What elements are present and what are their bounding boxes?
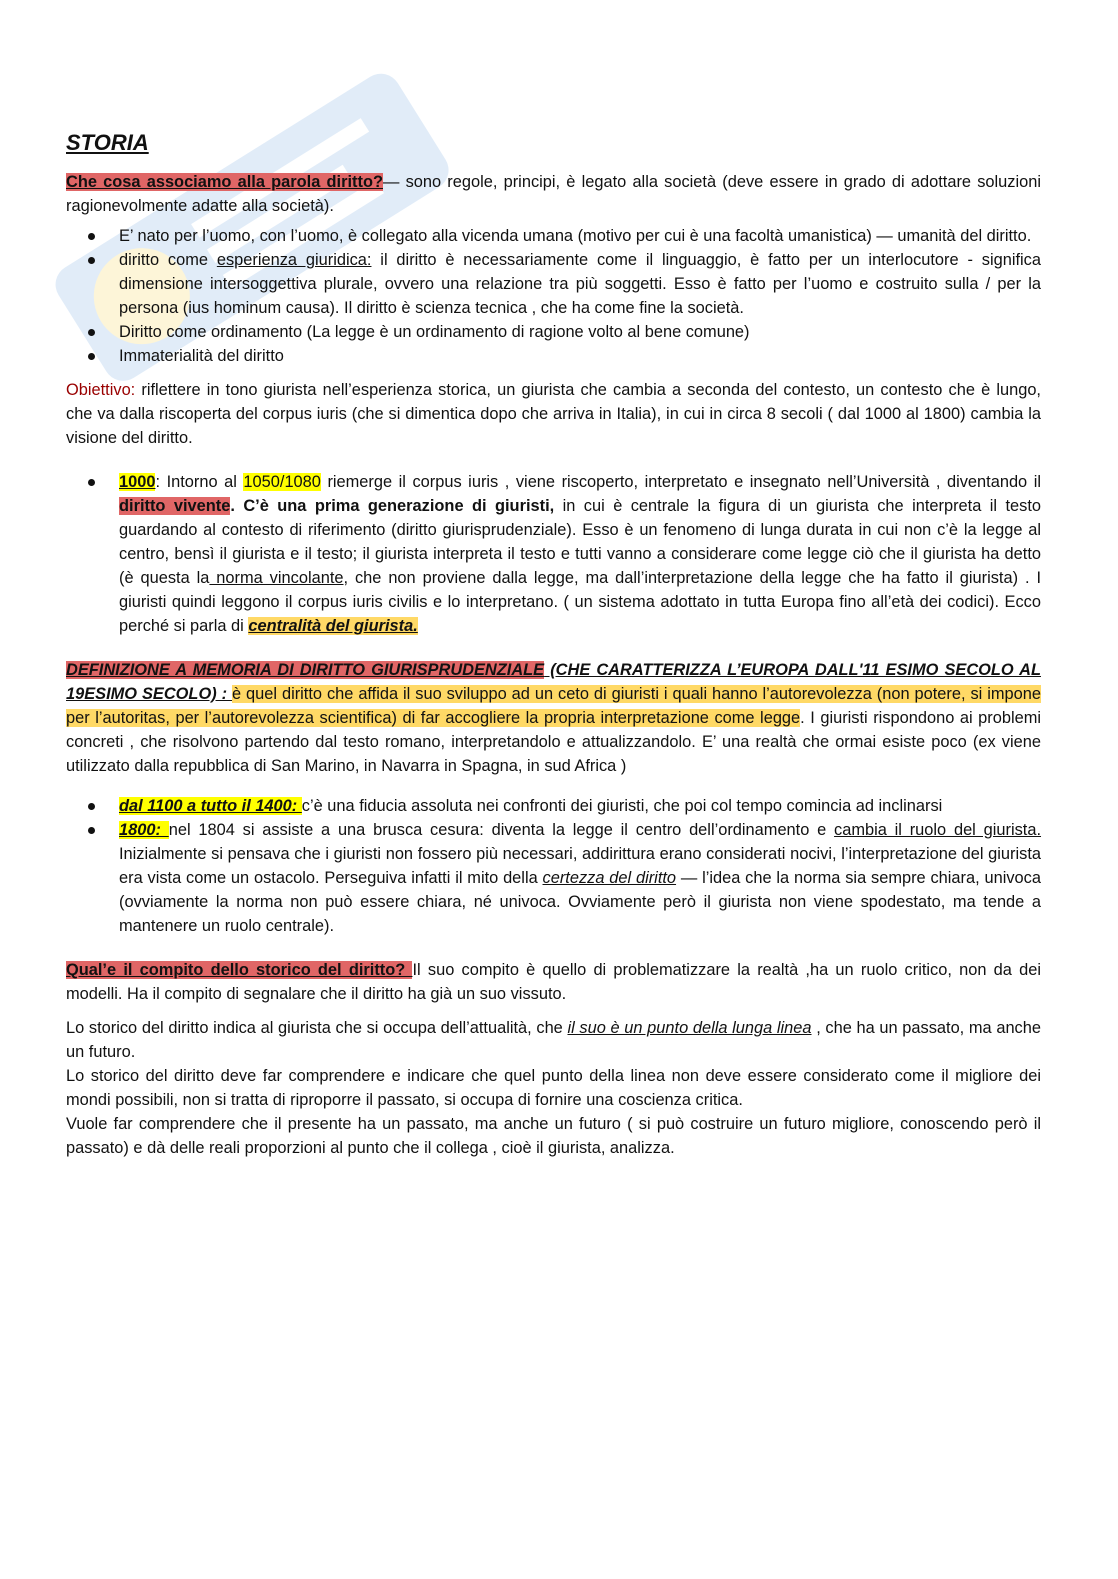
diritto-list — [66, 224, 1041, 368]
storico-paragraph: Vuole far comprendere che il presente ha un passato, ma anche un futuro ( si può costruire un futuro migliore, conoscendo però il passato) e dà delle reali proporzioni al punto che il collega , cioè il giurista, analizza. — [66, 1115, 1041, 1157]
question-answer: — sono regole, principi, è legato alla società (deve essere in grado di adottare soluzioni ragionevolmente adatte alla società). — [66, 173, 1041, 215]
centralita-highlight: centralità del giurista. — [248, 617, 418, 635]
definition-paragraph: DEFINIZIONE A MEMORIA DI DIRITTO GIURISPRUDENZIALE (CHE CARATTERIZZA L’EUROPA DALL'11 ESIMO SECOLO AL 19ESIMO SECOLO) : è quel diritto che affida il suo sviluppo ad un ceto di giuristi i quali hanno l’autorevolezza (non potere, si impone per l’autoritas, per l’autorevolezza scientifica) di far accogliere la propria interpretazione come legge. I giuristi rispondono ai problemi concreti , che risolvono partendo dal testo romano, interpretandolo e attualizzandolo. E’ una realtà che ormai esiste poco (ex viene utilizzato dalla repubblica di San Marino, in Navarra in Spagna, in sud Africa ) — [66, 661, 1042, 775]
range-highlight: 1050/1080 — [243, 473, 321, 491]
definition-heading: DEFINIZIONE A MEMORIA DI DIRITTO GIURISPRUDENZIALE — [66, 661, 545, 679]
question-highlight: Che cosa associamo alla parola diritto? — [66, 173, 383, 191]
page-title: STORIA — [66, 130, 149, 155]
objective-label: Obiettivo: — [66, 381, 136, 399]
list-item: dal 1100 a tutto il 1400: c’è una fiducia assoluta nei confronti dei giuristi, che poi col tempo comincia ad inclinarsi — [66, 794, 1041, 818]
list-item: diritto come esperienza giuridica: il diritto è necessariamente come il linguaggio, è fatto per un interlocutore - significa dimensione intersoggettiva plurale, ovvero una relazione tra più soggetti. Esso è fatto per l’uomo e costruito sulla / per la persona (ius hominum causa). Il diritto è scienza tecnica , che ha come fine la società. — [66, 248, 1041, 320]
objective-paragraph: Obiettivo: riflettere in tono giurista nell’esperienza storica, un giurista che cambia a seconda del contesto, un contesto che è lungo, che va dalla riscoperta del corpus iuris (che si dimentica dopo che arriva in Italia), in cui in circa 8 secoli ( dal 1000 al 1800) cambia la visione del diritto. — [66, 381, 1041, 447]
list-item: Immaterialità del diritto — [66, 344, 1041, 368]
period-label: 1800: — [119, 821, 169, 839]
compito-paragraph: Qual’e il compito dello storico del diritto? Il suo compito è quello di problematizzare la realtà ,ha un ruolo critico, non da dei modelli. Ha il compito di segnalare che il diritto ha già un suo vissuto. — [66, 961, 1041, 1003]
periods-list — [66, 794, 1041, 938]
year-highlight: 1000 — [119, 473, 156, 491]
list-item: E’ nato per l’uomo, con l’uomo, è collegato alla vicenda umana (motivo per cui è una facoltà umanistica) — umanità del diritto. — [66, 224, 1041, 248]
question-paragraph — [66, 170, 1041, 218]
definition-highlight: è quel diritto che affida il suo sviluppo ad un ceto di giuristi i quali hanno l’autorevolezza (non potere, si impone per l’autoritas, per l’autorevolezza scientifica) di far accogliere la propria interpretazione come legge — [66, 685, 1042, 727]
list-item: 1000: Intorno al 1050/1080 riemerge il corpus iuris , viene riscoperto, interpretato e insegnato nell’Università , diventando il diritto vivente. C’è una prima generazione di giuristi, in cui è centrale la figura di un giurista che interpreta il testo guardando al contesto di riferimento (diritto giurisprudenziale). Esso è un fenomeno di lunga durata in cui non c’è la legge al centro, bensì il giurista e il testo; il giurista interpreta il testo e tutti vanno a considerare come legge ciò che il giurista ha detto (è questa la norma vincolante, che non proviene dalla legge, ma dall’interpretazione della legge che ha fatto il giurista) . I giuristi quindi leggono il corpus iuris civilis e lo interpretano. ( un sistema adottato in tutta Europa fino all’età dei codici). Ecco perché si parla di centralità del giurista. — [66, 470, 1041, 638]
period-label: dal 1100 a tutto il 1400: — [119, 797, 302, 815]
list-item: 1800: nel 1804 si assiste a una brusca cesura: diventa la legge il centro dell’ordinamento e cambia il ruolo del giurista. Inizialmente si pensava che i giuristi non fossero più necessari, addirittura erano considerati nocivi, l’interpretazione del giurista era vista come un ostacolo. Perseguiva infatti il mito della certezza del diritto — l’idea che la norma sia sempre chiara, univoca (ovviamente la norma non può essere chiara, né univoca. Ovviamente però il giurista non viene spodestato, ma tende a mantenere un ruolo centrale). — [66, 818, 1041, 938]
diritto-vivente-highlight: diritto vivente — [119, 497, 231, 515]
mille-list — [66, 470, 1041, 638]
document-page — [66, 128, 1041, 1160]
list-item: Diritto come ordinamento (La legge è un ordinamento di ragione volto al bene comune) — [66, 320, 1041, 344]
storico-paragraph: Lo storico del diritto deve far comprendere e indicare che quel punto della linea non deve essere considerato come il migliore dei mondi possibili, non si tratta di riproporre il passato, si occupa di fornire una coscienza critica. — [66, 1067, 1041, 1109]
storico-paragraph: Lo storico del diritto indica al giurista che si occupa dell’attualità, che il suo è un punto della lunga linea , che ha un passato, ma anche un futuro. — [66, 1019, 1041, 1061]
compito-question: Qual’e il compito dello storico del diritto? — [66, 961, 413, 979]
